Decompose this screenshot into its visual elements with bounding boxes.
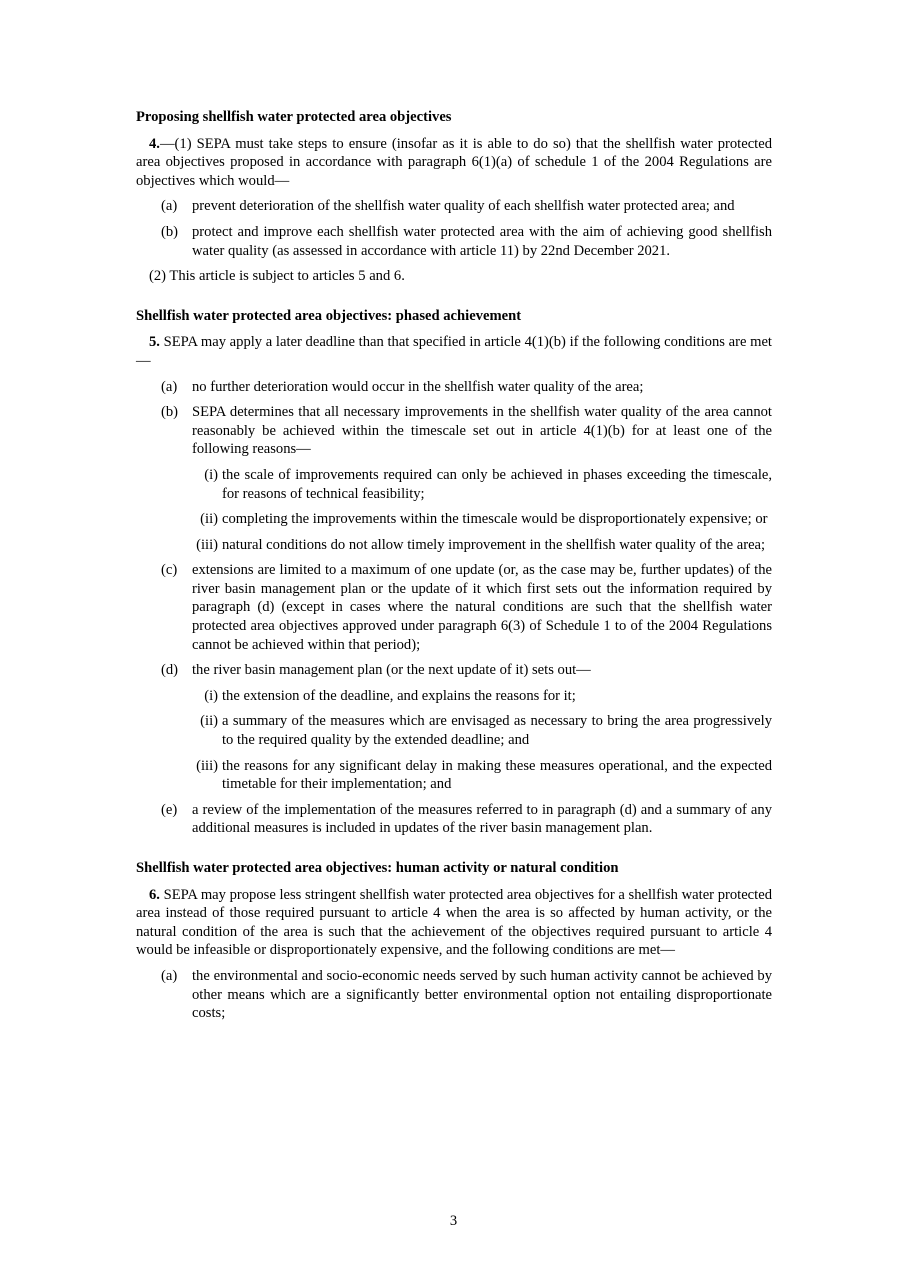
sub-item-text: natural conditions do not allow timely improvement in the shellfish water quality of the area; — [222, 536, 766, 553]
item-label: (b) — [161, 404, 179, 421]
sub-item — [136, 687, 772, 706]
article-6-paragraph-1 — [136, 886, 772, 960]
sub-item-text: the extension of the deadline, and explains the reasons for it; — [222, 687, 576, 704]
paragraph-text: —(1) SEPA must take steps to ensure (insofar as it is able to do so) that the shellfish water protected area objectives proposed in accordance with paragraph 6(1)(a) of schedule 1 of the 2004 Regulations are objectives which would— — [136, 135, 772, 189]
sub-item-label: (iii) — [196, 757, 218, 774]
sub-item-text: the scale of improvements required can only be achieved in phases exceeding the timescale, for reasons of technical feasibility; — [222, 466, 772, 502]
item-text: the environmental and socio-economic needs served by such human activity cannot be achieved by other means which are a significantly better environmental option not entailing disproportionate costs; — [192, 967, 772, 1022]
item-label: (b) — [161, 223, 179, 240]
item-label: (d) — [161, 662, 179, 679]
item-label: (a) — [161, 378, 178, 395]
list-item — [136, 378, 772, 397]
article-number: 6. — [149, 886, 160, 903]
sub-item — [136, 466, 772, 503]
list-item — [136, 561, 772, 654]
sub-item-text: the reasons for any significant delay in making these measures operational, and the expected timetable for their implementation; and — [222, 757, 772, 793]
item-label: (c) — [161, 562, 178, 579]
sub-item — [136, 536, 772, 555]
sub-item — [136, 712, 772, 749]
sub-item — [136, 757, 772, 794]
item-text: SEPA determines that all necessary improvements in the shellfish water quality of the area cannot reasonably be achieved within the timescale set out in article 4(1)(b) for at least one of the following reasons— — [192, 404, 772, 458]
sub-item-label: (ii) — [200, 713, 218, 730]
sub-item-text: completing the improvements within the timescale would be disproportionately expensive; or — [222, 511, 768, 528]
list-item — [136, 403, 772, 459]
sub-item — [136, 510, 772, 529]
item-text: the river basin management plan (or the next update of it) sets out— — [192, 662, 591, 679]
paragraph-text: SEPA may propose less stringent shellfish water protected area objectives for a shellfish water protected area instead of those required pursuant to article 4 when the area is so affected by human activity, or the natural condition of the area is such that the achievement of the objectives required pursuant to article 4 would be infeasible or disproportionately expensive, and the following conditions are met— — [136, 886, 772, 959]
sub-item-label: (ii) — [200, 511, 218, 528]
list-item — [136, 801, 772, 838]
document-body — [136, 108, 772, 1023]
section-heading-5: Shellfish water protected area objectives: phased achievement — [136, 307, 522, 324]
article-5-paragraph-1 — [136, 333, 772, 370]
item-label: (a) — [161, 967, 178, 984]
item-text: prevent deterioration of the shellfish water quality of each shellfish water protected area; and — [192, 198, 735, 215]
item-text: no further deterioration would occur in the shellfish water quality of the area; — [192, 378, 644, 395]
list-item — [136, 197, 772, 216]
article-number: 5. — [149, 334, 160, 351]
page-number: 3 — [449, 1213, 458, 1229]
item-label: (a) — [161, 198, 178, 215]
list-item — [136, 967, 772, 1023]
sub-item-label: (i) — [204, 466, 218, 483]
article-number: 4. — [149, 135, 160, 152]
article-4-paragraph-1 — [136, 135, 772, 191]
sub-item-label: (i) — [204, 687, 218, 704]
paragraph-text: SEPA may apply a later deadline than that specified in article 4(1)(b) if the following conditions are met— — [136, 334, 772, 369]
section-heading-4: Proposing shellfish water protected area objectives — [136, 109, 452, 125]
item-text: protect and improve each shellfish water protected area with the aim of achieving good shellfish water quality (as assessed in accordance with article 11) by 22nd December 2021. — [192, 223, 772, 259]
sub-item-text: a summary of the measures which are envisaged as necessary to bring the area progressively to the required quality by the extended deadline; and — [222, 713, 772, 749]
list-item — [136, 223, 772, 260]
item-text: extensions are limited to a maximum of one update (or, as the case may be, further updates) of the river basin management plan or the update of it which first sets out the information required by paragraph (d) (except in cases where the natural conditions are such that the shellfish water protected area objectives approved under paragraph 6(3) of Schedule 1 to of the 2004 Regulations cannot be achieved within that period); — [192, 562, 772, 653]
section-heading-6: Shellfish water protected area objectives: human activity or natural condition — [136, 860, 619, 876]
list-item — [136, 661, 772, 680]
item-text: a review of the implementation of the measures referred to in paragraph (d) and a summary of any additional measures is included in updates of the river basin management plan. — [192, 801, 772, 837]
sub-item-label: (iii) — [196, 536, 218, 553]
item-label: (e) — [161, 801, 178, 818]
article-4-paragraph-2: (2) This article is subject to articles 5 and 6. — [149, 268, 405, 285]
